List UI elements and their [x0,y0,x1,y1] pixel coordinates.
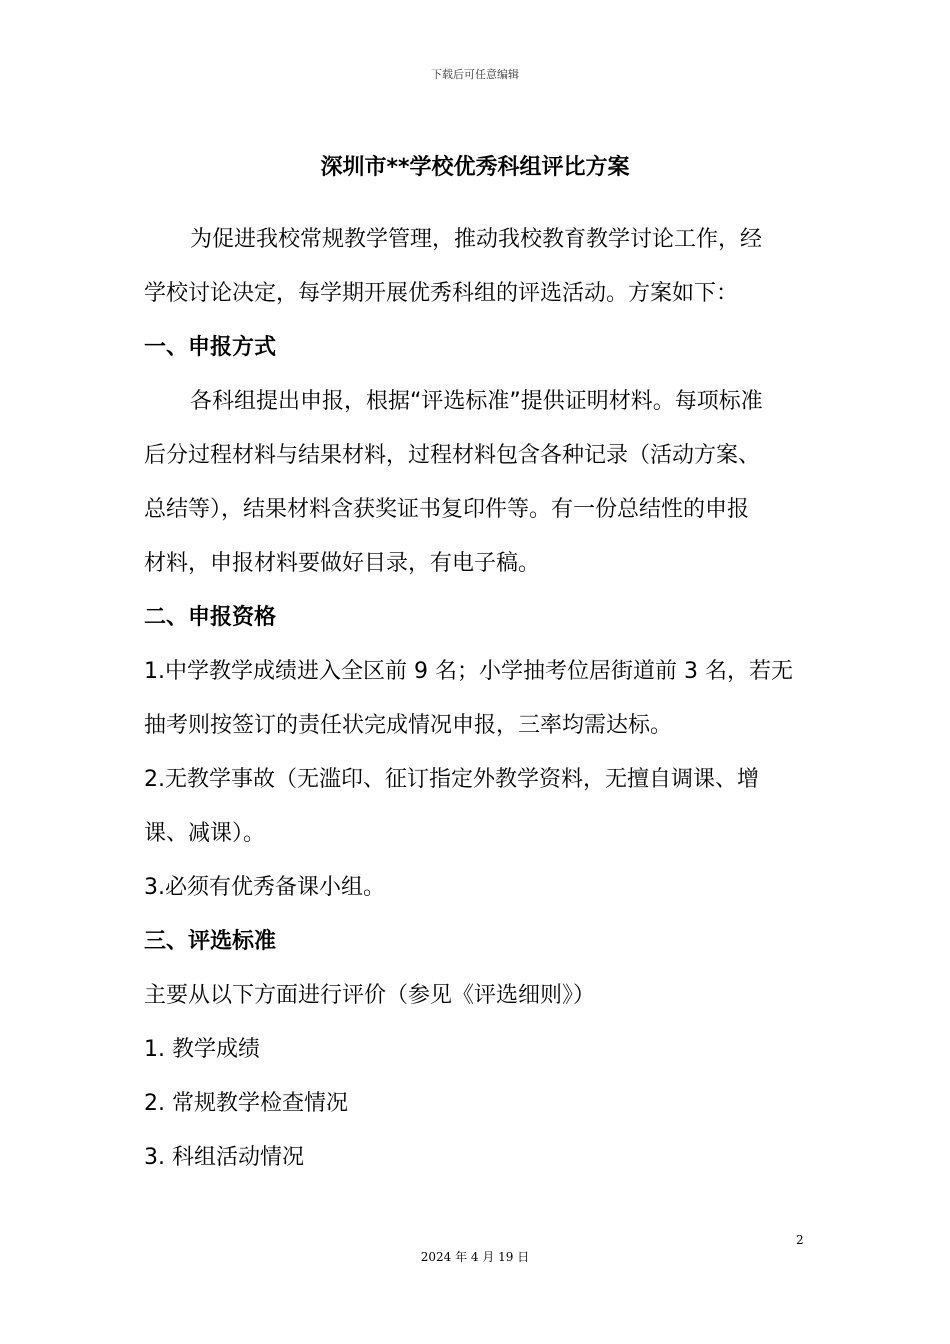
list-item-continuation: 课、减课）。 [144,821,266,846]
page-number: 2 [796,1233,804,1247]
list-item: 1. 教学成绩 [144,1037,260,1062]
document-title: 深圳市**学校优秀科组评比方案 [320,155,630,180]
document-body [144,220,809,1192]
section-heading-qualification: 二、申报资格 [144,605,277,630]
paragraph-line: 总结等），结果材料含获奖证书复印件等。有一份总结性的申报 [144,497,750,522]
paragraph-line: 为促进我校常规教学管理，推动我校教育教学讨论工作，经 [190,227,763,252]
paragraph-line: 各科组提出申报，根据“评选标准”提供证明材料。每项标准 [190,389,763,414]
paragraph-line: 主要从以下方面进行评价（参见《评选细则》） [144,983,596,1008]
list-item: 1.中学教学成绩进入全区前 9 名；小学抽考位居街道前 3 名，若无 [144,659,793,684]
footer-date: 2024 年 4 月 19 日 [420,1250,530,1264]
list-item: 2. 常规教学检查情况 [144,1091,348,1116]
list-item: 2.无教学事故（无滥印、征订指定外教学资料，无擅自调课、增 [144,767,759,792]
header-note: 下载后可任意编辑 [431,68,519,81]
list-item: 3.必须有优秀备课小组。 [144,875,385,900]
list-item: 3. 科组活动情况 [144,1145,304,1170]
paragraph-line: 学校讨论决定，每学期开展优秀科组的评选活动。方案如下： [144,281,739,306]
section-heading-criteria: 三、评选标准 [144,929,277,954]
paragraph-line: 材料，申报材料要做好目录，有电子稿。 [144,551,541,576]
paragraph-line: 后分过程材料与结果材料，过程材料包含各种记录（活动方案、 [144,443,761,468]
section-heading-application-method: 一、申报方式 [144,335,277,360]
list-item-continuation: 抽考则按签订的责任状完成情况申报，三率均需达标。 [144,713,673,738]
